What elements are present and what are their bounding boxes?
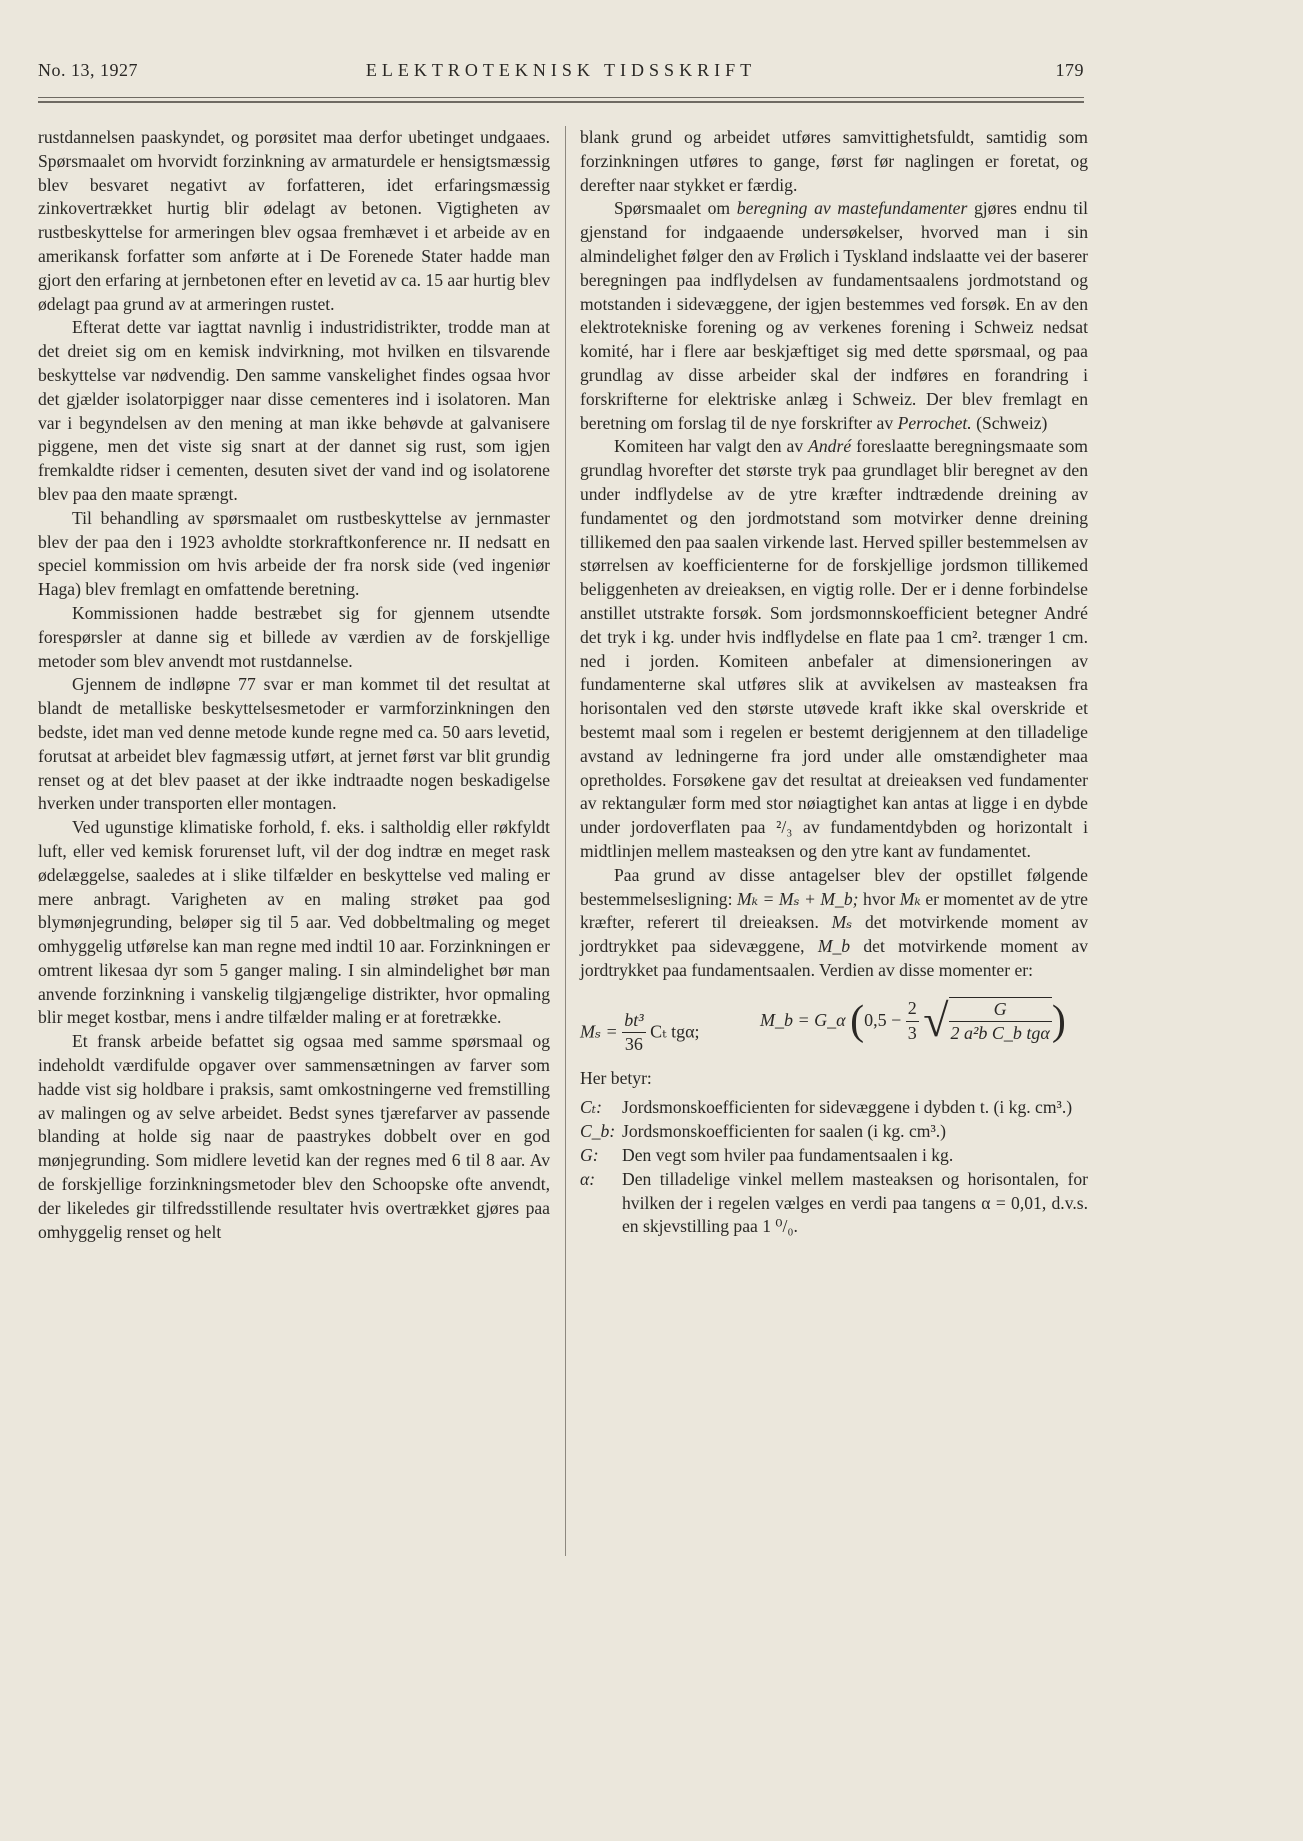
paragraph: rustdannelsen paaskyndet, og porøsitet maa derfor ubetinget undgaaes. Spørsmaalet om hvorvidt forzinkning av armaturdele er hensigtsmæssig blev besvaret negativt av forfatteren, idet erfaringsmæssig zinkovertrækket hurtig blir ødelagt av betonen. Vigtigheten av rustbeskyttelse for armeringen blev ogsaa fremhævet i et arbeide av en amerikansk forfatter som anførte at i De Forenede Stater hadde man gjort den erfaring at jernbetonen efter en levetid av ca. 15 aar hurtig blev ødelagt paa grund av at armeringen rustet. (38, 127, 550, 314)
moment-formula: Mₛ = $\frac{\text{bt³}}{36}$ Cₜ tgα; M_b = G_α (0,5 − $\frac{2}{3}$ √ $\frac{G}{\text{2 a²b C\_b tgα}}$ ) (580, 997, 1088, 1053)
issue-number: No. 13, 1927 (38, 60, 138, 80)
author-name: Perrochet. (897, 412, 972, 433)
definition-item: α: Den tilladelige vinkel mellem masteaksen og horisontalen, for hvilken der i regelen vælges en verdi paa tangens α = 0,01, d.v.s. en skjevstilling paa 1 ⁰/₀. (580, 1168, 1088, 1237)
page-header (38, 60, 1084, 86)
fraction: $\frac{2}{3}$ (907, 998, 917, 1043)
emphasis: beregning av mastefundamenter (736, 198, 968, 219)
definitions-list (580, 1096, 1088, 1239)
journal-title: ELEKTROTEKNISK TIDSSKRIFT (365, 60, 757, 80)
paragraph: Kommissionen hadde bestræbet sig for gjennem utsendte forespørsler at danne sig et billede av værdien av de forskjellige metoder som blev anvendt mot rustdannelse. (38, 602, 550, 671)
paragraph: Til behandling av spørsmaalet om rustbeskyttelse av jernmaster blev der paa den i 1923 avholdte storkraftkonference nr. II nedsatt en speciel kommission om hvis arbeide der fra norsk side (ved ingeniør Haga) blev fremlagt en omfattende beretning. (38, 507, 550, 600)
paragraph: Paa grund av disse antagelser blev der opstillet følgende bestemmelsesligning: Mₖ = Mₛ + M_b; hvor Mₖ er momentet av de ytre kræfter, referert til dreieaksen. Mₛ det motvirkende moment av jordtrykket paa sidevæggene, M_b det motvirkende moment av jordtrykket paa fundamentsaalen. Verdien av disse momenter er: (580, 864, 1088, 980)
definition-item: G: Den vegt som hviler paa fundamentsaalen i kg. (580, 1145, 954, 1166)
definition-item: Cₜ: Jordsmonskoefficienten for sidevæggene i dybden t. (i kg. cm³.) (580, 1097, 1073, 1118)
author-name: André (808, 436, 852, 457)
paragraph: Efterat dette var iagttat navnlig i industridistrikter, trodde man at det dreiet sig om en kemisk indvirkning, mot hvilken en tilsvarende beskyttelse var nødvendig. Den samme vanskelighet findes ogsaa hvor det gjælder isolatorpigger naar disse cementeres ind i isolatoren. Man var i begyndelsen av den mening at man ikke behøvde at galvanisere piggene, men det viste sig snart at der dannet sig rust, som igjen fremkaldte ridser i cementen, desuten sivet der vand ind og isolatorene blev paa den maate sprængt. (38, 317, 550, 504)
header-rule-thick (38, 101, 1084, 103)
page-number: 179 (1055, 60, 1084, 80)
paragraph: Spørsmaalet om beregning av mastefundamenter gjøres endnu til gjenstand for indgaaende undersøkelser, hvorved man i sin almindelighet følger den av Frølich i Tyskland indslaatte vei der baserer beregningen paa indflydelsen av fundamentsaalens jordmotstand og motstanden i sidevæggene, der igjen bestemmes ved forsøk. En av den elektrotekniske forening og av verkenes forening i Schweiz nedsat komité, har i flere aar beskjæftiget sig med dette spørsmaal, og paa grundlag av disse arbeider skal der indføres en forandring i forskrifterne for elektriske anlæg i Schweiz. Der blev fremlagt en beretning om forslag til de nye forskrifter av Perrochet. (Schweiz) (580, 198, 1088, 433)
root-fraction: $\frac{G}{\text{2 a²b C\_b tgα}}$ (950, 998, 1050, 1044)
fraction: $\frac{\text{bt³}}{36}$ (624, 1009, 644, 1055)
equation-inline: Mₖ = Mₛ + M_b; (736, 888, 859, 909)
left-column (38, 126, 550, 1244)
right-column (580, 126, 1088, 1239)
header-rule-thin (38, 97, 1084, 98)
paragraph: Ved ugunstige klimatiske forhold, f. eks. i saltholdig eller røkfyldt luft, eller ved kemisk forurenset luft, vil der dog indtræ en meget rask ødelæggelse, saaledes at i slike tilfælder en beskyttelse ved maling er mere anbragt. Varigheten av en maling strøket paa god blymønjegrunding, beløper sig til 5 aar. Ved dobbeltmaling og meget omhyggelig utførelse kan man regne med indtil 10 aar. Forzinkningen er omtrent likesaa dyr som 5 ganger maling. I sin almindelighet bør man anvende forzinkning i vanskelig tilgjængelige distrikter, hvor opmaling blir meget kostbar, mens i andre tilfælder maling er at foretrække. (38, 817, 550, 1028)
paragraph: Gjennem de indløpne 77 svar er man kommet til det resultat at blandt de metalliske beskyttelsesmetoder er varmforzinkningen den bedste, idet man ved denne metode kunde regne med ca. 50 aars levetid, forutsat at arbeidet blev fagmæssig utført, at jernet først var blit grundig renset og at det blev paaset at der ikke indtraadte nogen beskadigelse hverken under transporten eller montagen. (38, 674, 550, 814)
definitions-heading: Her betyr: (580, 1067, 652, 1088)
paragraph: Et fransk arbeide befattet sig ogsaa med samme spørsmaal og indeholdt værdifulde opgaver over sammensætningen av farver som hadde vist sig holdbare i praksis, samt omkostningerne ved fremstilling av malingen og av selve arbeidet. Bedst synes tjærefarver av passende blanding at holde sig naar de paastrykes dobbelt over en god mønjegrunding. Som midlere levetid kan der regnes med 6 til 8 aar. Av de forskjellige forzinkningsmetoder blev den Schoopske ofte anvendt, der likeledes gir tilfredsstillende resultater hvis overtrækket gjøres paa omhyggelig renset og helt (38, 1031, 550, 1242)
paragraph: Komiteen har valgt den av André foreslaatte beregningsmaate som grundlag hvorefter det største tryk paa grundlaget blir beregnet av den under indflydelse av de ytre kræfter indtrædende dreining av fundamentet og den jordmotstand som motvirker denne dreining tillikemed den paa saalen virkende last. Herved spiller bestemmelsen av størrelsen av koefficienterne for de forskjellige jordsmon tillikemed beliggenheten av dreieaksen, en vigtig rolle. Der er i denne forbindelse anstillet utstrakte forsøk. Som jordsmonnskoefficient betegner André det tryk i kg. under hvis indflydelse en flate paa 1 cm². trænger 1 cm. ned i jorden. Komiteen anbefaler at dimensioneringen av fundamenterne skal utføres slik at avvikelsen av masteaksen fra horisontalen ved den største utøvede kraft ikke skal overskride et bestemt maal som i regelen er bestemt derigjennem at den tilladelige avstand av ledningerne fra jord under alle omstændigheter maa opretholdes. Forsøkene gav det resultat at dreieaksen ved fundamenter av rektangulær form med stor nøiagtighet kan antas at ligge i en dybde under jordoverflaten paa ²/₃ av fundamentdybden og horizontalt i midtlinjen mellem masteaksen og den ytre kant av fundamentet. (580, 436, 1088, 861)
definition-item: C_b: Jordsmonskoefficienten for saalen (i kg. cm³.) (580, 1121, 946, 1142)
column-divider (565, 126, 566, 1556)
paragraph: blank grund og arbeidet utføres samvittighetsfuldt, samtidig som forzinkningen utføres to gange, først før naglingen er foretat, og derefter naar stykket er færdig. (580, 127, 1088, 195)
